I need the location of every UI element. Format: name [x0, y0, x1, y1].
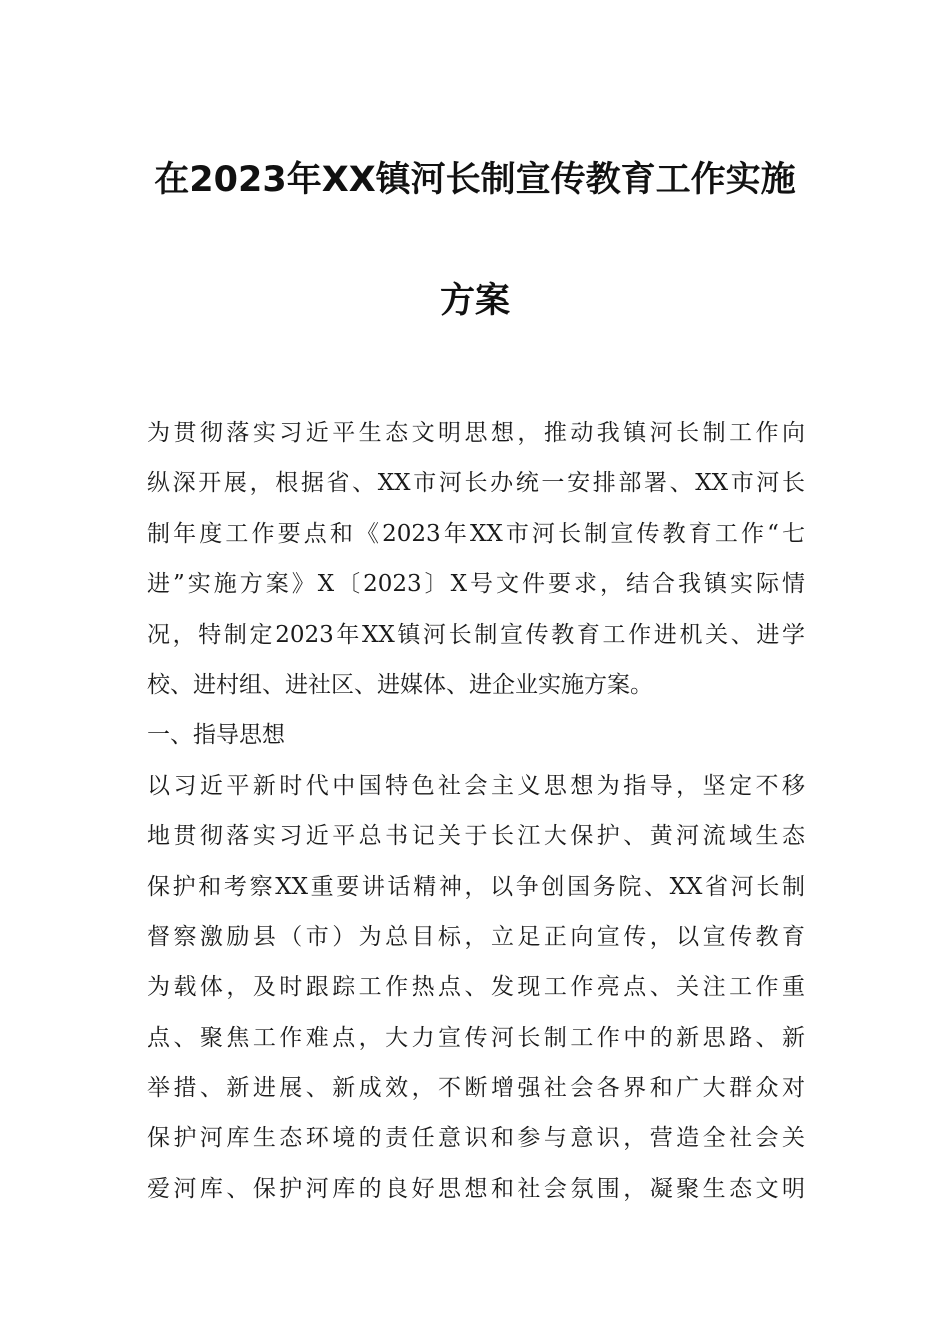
section1-paragraph-line: 地贯彻落实习近平总书记关于长江大保护、黄河流域生态 [147, 823, 805, 850]
section1-paragraph-line: 以习近平新时代中国特色社会主义思想为指导，坚定不移 [147, 772, 805, 799]
intro-paragraph-line: 进”实施方案》X〔2023〕X号文件要求，结合我镇实际情 [147, 571, 805, 598]
section1-paragraph-line: 保护河库生态环境的责任意识和参与意识，营造全社会关 [147, 1125, 805, 1152]
document-body [147, 408, 805, 1214]
intro-paragraph-line: 校、进村组、进社区、进媒体、进企业实施方案。 [147, 671, 653, 698]
intro-paragraph-line: 制年度工作要点和《2023年XX市河长制宣传教育工作“七 [147, 520, 805, 547]
section1-paragraph-line: 保护和考察XX重要讲话精神，以争创国务院、XX省河长制 [147, 873, 805, 900]
document-title-line-1: 在2023年XX镇河长制宣传教育工作实施 [154, 160, 796, 200]
document-title-line-2: 方案 [439, 281, 510, 321]
section1-paragraph-line: 督察激励县（市）为总目标，立足正向宣传，以宣传教育 [147, 923, 805, 950]
section1-paragraph-line: 点、聚焦工作难点，大力宣传河长制工作中的新思路、新 [147, 1024, 805, 1051]
section-heading-guiding-ideology: 一、指导思想 [147, 722, 285, 749]
section1-paragraph-line: 为载体，及时跟踪工作热点、发现工作亮点、关注工作重 [147, 974, 805, 1001]
intro-paragraph-line: 为贯彻落实习近平生态文明思想，推动我镇河长制工作向 [147, 420, 805, 446]
intro-paragraph-line: 纵深开展，根据省、XX市河长办统一安排部署、XX市河长 [147, 470, 805, 497]
section1-paragraph-line: 爱河库、保护河库的良好思想和社会氛围，凝聚生态文明 [147, 1175, 805, 1202]
intro-paragraph-line: 况，特制定2023年XX镇河长制宣传教育工作进机关、进学 [147, 621, 805, 648]
section1-paragraph-line: 举措、新进展、新成效，不断增强社会各界和广大群众对 [147, 1075, 805, 1102]
